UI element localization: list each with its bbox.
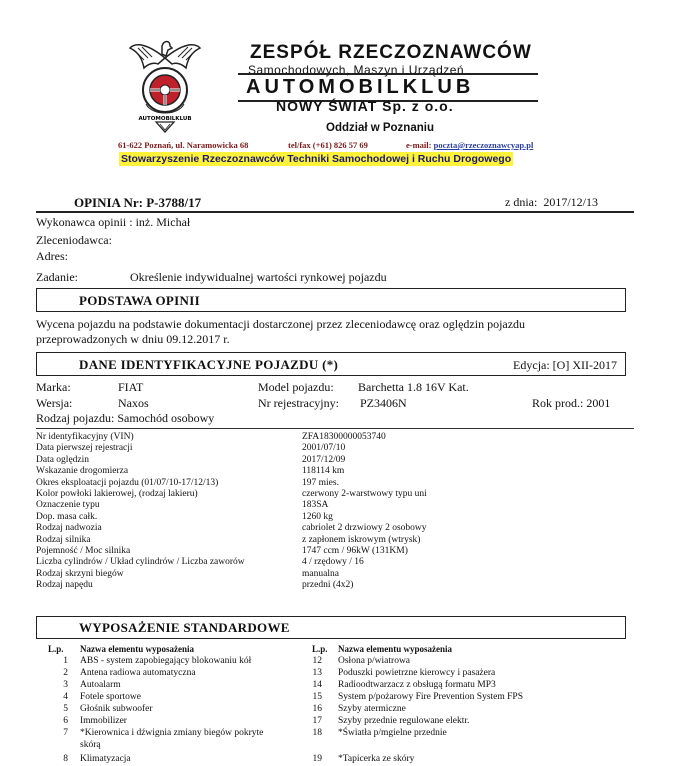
basis-title: PODSTAWA OPINII (79, 293, 200, 308)
basis-section-header (36, 288, 626, 312)
equipment-item-name: Antena radiowa automatyczna (80, 668, 196, 678)
svg-text:AUTOMOBILKLUB: AUTOMOBILKLUB (138, 116, 192, 122)
club-top-rule (238, 73, 538, 75)
spec-label: Rodzaj skrzyni biegów (36, 568, 124, 579)
spec-value: manualna (302, 568, 339, 579)
equipment-item-number: 17 (312, 716, 322, 726)
letterhead-company: NOWY ŚWIAT Sp. z o.o. (276, 98, 454, 114)
equipment-item-number: 19 (312, 754, 322, 764)
equipment-item-name: *Tapicerka ze skóry (338, 754, 415, 764)
basis-line-1: Wycena pojazdu na podstawie dokumentacji dostarczonej przez zleceniodawcę oraz oględzin pojazdu (36, 317, 526, 331)
automobilklub-eagle-logo (128, 38, 202, 134)
header-rule (36, 211, 634, 213)
spec-value: 1747 ccm / 96kW (131KM) (302, 546, 408, 556)
spec-label: Nr identyfikacyjny (VIN) (36, 432, 134, 442)
equipment-item-number: 1 (63, 656, 68, 666)
spec-label: Pojemność / Moc silnika (36, 546, 131, 556)
letterhead-branch: Oddział w Poznaniu (326, 122, 434, 134)
equipment-title: WYPOSAŻENIE STANDARDOWE (79, 620, 290, 635)
equipment-item-name: ABS - system zapobiegający blokowaniu kół (80, 656, 252, 666)
spec-label: Okres eksploatacji pojazdu (01/07/10-17/12/13) (36, 477, 219, 488)
spec-label: Data oględzin (36, 454, 90, 465)
equipment-item-number: 6 (63, 716, 68, 726)
spec-value: 183SA (302, 500, 329, 511)
client-label: Zleceniodawca: (36, 233, 112, 247)
opinion-date-label: z dnia: (505, 195, 538, 209)
contact-telfax: tel/fax (+61) 826 57 69 (288, 140, 368, 150)
vehicle-type-value: Samochód osobowy (117, 411, 215, 425)
identification-edition: Edycja: [O] XII-2017 (513, 358, 617, 372)
contact-email-link[interactable]: poczta@rzeczoznawcyap.pl (433, 140, 534, 150)
model-value: Barchetta 1.8 16V Kat. (358, 380, 469, 394)
letterhead-club: AUTOMOBILKLUB (246, 76, 475, 98)
spec-value: 1260 kg (302, 511, 333, 522)
equipment-item-name: *Światła p/mgielne przednie (338, 728, 447, 738)
equipment-col-name-left: Nazwa elementu wyposażenia (80, 644, 194, 654)
contact-address: 61-622 Poznań, ul. Naramowicka 68 (118, 140, 249, 150)
equipment-item-name: System p/pożarowy Fire Prevention System FPS (338, 692, 523, 702)
equipment-item-number: 18 (312, 728, 322, 738)
equipment-item-name: Szyby przednie regulowane elektr. (338, 716, 470, 726)
equipment-item-number: 4 (63, 692, 68, 702)
address-label: Adres: (36, 249, 68, 263)
equipment-item-number: 5 (63, 704, 68, 714)
equipment-col-name-right: Nazwa elementu wyposażenia (338, 644, 452, 654)
equipment-item-number: 8 (63, 754, 68, 764)
opinion-number: P-3788/17 (146, 195, 202, 210)
equipment-item-number: 15 (312, 692, 322, 702)
equipment-item-name: Głośnik subwoofer (80, 704, 153, 714)
spec-value: cabriolet 2 drzwiowy 2 osobowy (302, 523, 427, 534)
spec-value: 2017/12/09 (302, 454, 346, 465)
spec-value: 197 mies. (302, 477, 339, 488)
version-label: Wersja: (36, 396, 73, 410)
make-value: FIAT (118, 380, 144, 394)
equipment-item-name: Osłona p/wiatrowa (338, 656, 411, 666)
equipment-item-number: 14 (312, 680, 322, 690)
equipment-item-name: Fotele sportowe (80, 692, 141, 702)
spec-value: przedni (4x2) (302, 580, 354, 591)
year-label: Rok prod.: (532, 396, 584, 410)
make-label: Marka: (36, 380, 71, 394)
year-value: 2001 (586, 396, 611, 410)
equipment-item-name: Poduszki powietrzne kierowcy i pasażera (338, 668, 496, 678)
identification-rule (36, 428, 634, 429)
spec-label: Wskazanie drogomierza (36, 466, 129, 477)
equipment-col-lp-left: L.p. (48, 644, 64, 654)
spec-label: Dop. masa całk. (36, 511, 98, 522)
opinion-number-label: OPINIA Nr: (74, 195, 143, 210)
equipment-item-number: 12 (312, 656, 322, 666)
equipment-item-name: Szyby atermiczne (338, 704, 406, 714)
equipment-item-number: 3 (63, 680, 68, 690)
spec-label: Rodzaj napędu (36, 580, 93, 591)
equipment-item-number: 7 (63, 728, 68, 738)
spec-value: 118114 km (302, 466, 345, 477)
equipment-item-name: Klimatyzacja (80, 754, 131, 764)
spec-value: z zapłonem iskrowym (wtrysk) (302, 534, 421, 545)
contact-email-label: e-mail: (406, 140, 432, 150)
equipment-item-name: *Kierownica i dźwignia zmiany biegów pokryte (80, 728, 264, 738)
spec-label: Rodzaj nadwozia (36, 523, 102, 534)
identification-section-header (36, 352, 626, 376)
vehicle-type-label: Rodzaj pojazdu: (36, 411, 115, 425)
equipment-item-name: Radioodtwarzacz z obsługą formatu MP3 (338, 680, 496, 690)
spec-label: Oznaczenie typu (36, 500, 100, 511)
equipment-item-name: Immobilizer (80, 716, 127, 726)
spec-label: Liczba cylindrów / Układ cylindrów / Liczba zaworów (36, 557, 245, 568)
spec-value: ZFA18300000053740 (302, 432, 386, 442)
letterhead-subtitle: Samochodowych, Maszyn i Urządzeń (248, 63, 465, 77)
equipment-item-number: 13 (312, 668, 322, 678)
association-banner: Stowarzyszenie Rzeczoznawców Techniki Samochodowej i Ruchu Drogowego (121, 153, 512, 165)
reg-value: PZ3406N (360, 396, 407, 410)
equipment-item-name: Autoalarm (80, 680, 121, 690)
equipment-item-number: 2 (63, 668, 68, 678)
contractor: Wykonawca opinii : inż. Michał (36, 215, 191, 229)
task-label: Zadanie: (36, 270, 78, 284)
basis-line-2: przeprowadzonych w dniu 09.12.2017 r. (36, 332, 230, 346)
equipment-col-lp-right: L.p. (312, 644, 328, 654)
spec-label: Kolor powłoki lakierowej, (rodzaj lakieru) (36, 489, 198, 499)
equipment-item-name: skórą (80, 740, 101, 750)
spec-label: Rodzaj silnika (36, 534, 91, 545)
task-value: Określenie indywidualnej wartości rynkowej pojazdu (130, 270, 387, 284)
reg-label: Nr rejestracyjny: (258, 396, 339, 410)
opinion-date: 2017/12/13 (543, 195, 598, 209)
identification-title: DANE IDENTYFIKACYJNE POJAZDU (*) (79, 357, 339, 372)
spec-value: 4 / rzędowy / 16 (302, 557, 364, 568)
letterhead-title: ZESPÓŁ RZECZOZNAWCÓW (250, 42, 532, 63)
equipment-item-number: 16 (312, 704, 322, 714)
equipment-section-header (36, 616, 626, 639)
spec-label: Data pierwszej rejestracji (36, 443, 133, 454)
version-value: Naxos (118, 396, 149, 410)
model-label: Model pojazdu: (258, 380, 334, 394)
spec-value: 2001/07/10 (302, 443, 346, 454)
spec-value: czerwony 2-warstwowy typu uni (302, 489, 427, 499)
